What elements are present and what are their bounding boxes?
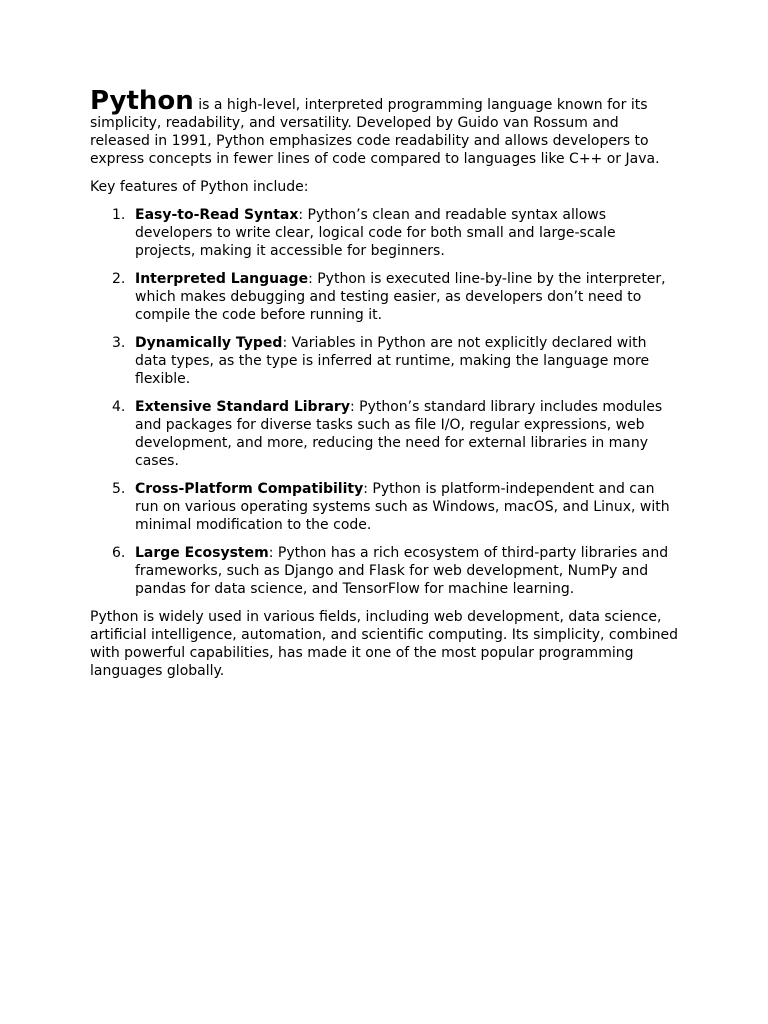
feature-text: : Python is executed line-by-line by the interpreter, which makes debugging and testing easier, as developers don’t need to compile the code before running it.	[135, 271, 666, 323]
feature-item-dynamically-typed	[90, 334, 678, 388]
feature-number: 3.	[112, 335, 126, 351]
feature-item-easy-to-read-syntax	[90, 206, 678, 260]
feature-number: 1.	[112, 207, 126, 223]
feature-number: 6.	[112, 545, 126, 561]
closing-paragraph: Python is widely used in various fields, including web development, data science, artificial intelligence, automation, and scientific computing. Its simplicity, combined with powerful capabilities, has made it one of the most popular programming languages globally.	[90, 609, 678, 679]
features-intro: Key features of Python include:	[90, 179, 309, 195]
feature-text: : Python is platform-independent and can run on various operating systems such as Windows, macOS, and Linux, with minimal modification to the code.	[135, 481, 670, 533]
lead-word: Python	[90, 86, 194, 116]
intro-paragraph	[90, 86, 678, 168]
feature-title: Extensive Standard Library	[135, 399, 350, 415]
feature-title: Cross-Platform Compatibility	[135, 481, 364, 497]
feature-number: 4.	[112, 399, 126, 415]
feature-text: : Python’s clean and readable syntax allows developers to write clear, logical code for both small and large-scale projects, making it accessible for beginners.	[135, 207, 616, 259]
feature-title: Dynamically Typed	[135, 335, 283, 351]
feature-item-interpreted-language	[90, 270, 678, 324]
feature-item-large-ecosystem	[90, 544, 678, 598]
feature-title: Large Ecosystem	[135, 545, 269, 561]
feature-number: 2.	[112, 271, 126, 287]
feature-item-extensive-standard-library	[90, 398, 678, 470]
feature-text: : Python has a rich ecosystem of third-party libraries and frameworks, such as Django and Flask for web development, NumPy and pandas for data science, and TensorFlow for machine learning.	[135, 545, 669, 597]
intro-text: is a high-level, interpreted programming language known for its simplicity, readability, and versatility. Developed by Guido van Rossum and released in 1991, Python emphasizes code readability and allows developers to express concepts in fewer lines of code compared to languages like C++ or Java.	[90, 97, 660, 167]
feature-number: 5.	[112, 481, 126, 497]
feature-text: : Variables in Python are not explicitly declared with data types, as the type is inferred at runtime, making the language more flexible.	[135, 335, 650, 387]
feature-text: : Python’s standard library includes modules and packages for diverse tasks such as file I/O, regular expressions, web development, and more, reducing the need for external libraries in many cases.	[135, 399, 663, 469]
feature-title: Interpreted Language	[135, 271, 309, 287]
feature-item-cross-platform-compatibility	[90, 480, 678, 534]
feature-title: Easy-to-Read Syntax	[135, 207, 299, 223]
features-list	[90, 206, 678, 598]
